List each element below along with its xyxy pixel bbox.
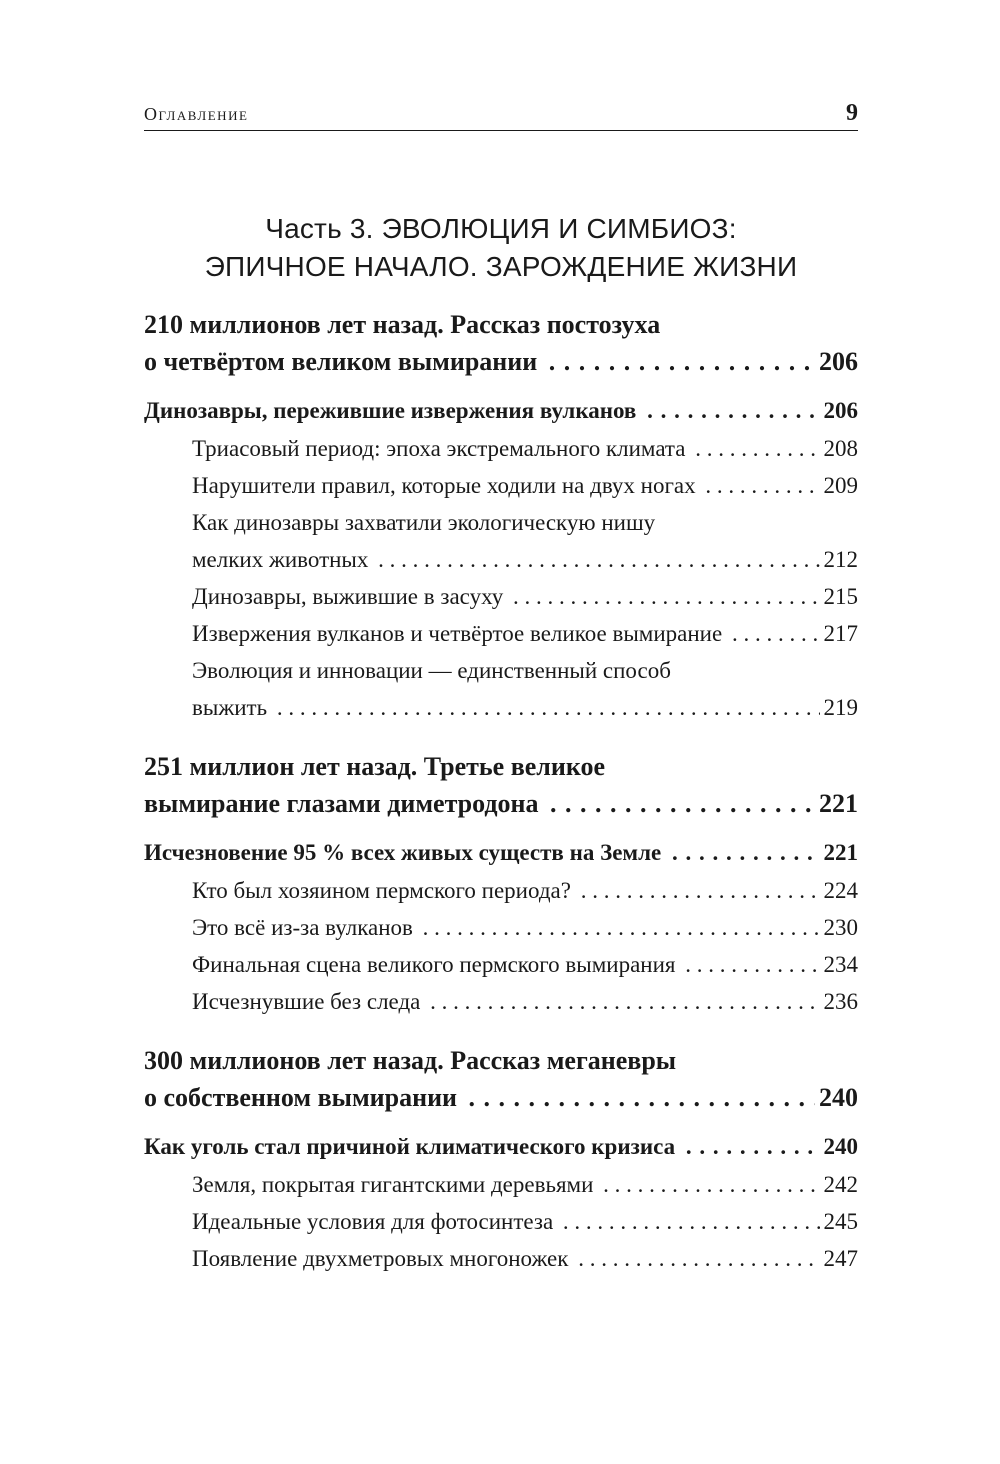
toc-group	[144, 748, 858, 1020]
toc-group	[144, 306, 858, 726]
leader-dots	[700, 467, 820, 504]
leader-dots	[640, 392, 819, 430]
toc-item-page: 230	[823, 915, 858, 940]
toc-subsection-title: Динозавры, пережившие извержения вулканов	[144, 398, 637, 423]
leader-dots	[679, 1128, 819, 1166]
toc-section-title-line-2: о собственном вымирании	[144, 1083, 458, 1112]
toc-item-title: Триасовый период: эпоха экстремального климата	[192, 436, 686, 461]
toc-item-title-line-1: Эволюция и инновации — единственный способ	[192, 658, 671, 683]
leader-dots	[417, 909, 820, 946]
toc-item-title: Нарушители правил, которые ходили на двух ногах	[192, 473, 696, 498]
toc-item-title-line-1: Как динозавры захватили экологическую нишу	[192, 510, 656, 535]
toc-item-page: 217	[823, 621, 858, 646]
toc-item-title: Земля, покрытая гигантскими деревьями	[192, 1172, 594, 1197]
toc-item-page: 234	[823, 952, 858, 977]
toc-item[interactable]	[144, 872, 858, 909]
toc-group	[144, 1042, 858, 1277]
leader-dots	[726, 615, 819, 652]
leader-dots	[543, 785, 815, 822]
page-header	[144, 100, 858, 131]
toc-item[interactable]	[144, 1203, 858, 1240]
toc-item-page: 236	[823, 989, 858, 1014]
leader-dots	[541, 343, 815, 380]
leader-dots	[424, 983, 819, 1020]
toc-section-title-line-1: 300 миллионов лет назад. Рассказ меганевры	[144, 1046, 677, 1075]
toc-section-title-line-2: вымирание глазами диметродона	[144, 789, 539, 818]
leader-dots	[557, 1203, 819, 1240]
toc-section-page: 206	[819, 347, 858, 376]
toc-item-page: 209	[823, 473, 858, 498]
leader-dots	[461, 1079, 815, 1116]
toc-item-page: 215	[823, 584, 858, 609]
toc-section[interactable]	[144, 748, 858, 822]
toc-item-title: выжить	[192, 695, 268, 720]
leader-dots	[271, 689, 819, 726]
toc-item[interactable]	[144, 578, 858, 615]
part-title-line-1: Часть 3. ЭВОЛЮЦИЯ И СИМБИОЗ:	[265, 213, 737, 244]
toc-item-title: Кто был хозяином пермского периода?	[192, 878, 571, 903]
leader-dots	[575, 872, 820, 909]
toc-section-title-line-1: 210 миллионов лет назад. Рассказ постозуха	[144, 310, 661, 339]
toc-subsection[interactable]	[144, 834, 858, 872]
toc-item[interactable]	[144, 909, 858, 946]
toc-section[interactable]	[144, 306, 858, 380]
toc-subsection-page: 206	[823, 398, 858, 423]
toc-item-page: 245	[823, 1209, 858, 1234]
toc-item[interactable]	[144, 430, 858, 467]
table-of-contents	[144, 306, 858, 1299]
toc-item-page: 247	[823, 1246, 858, 1271]
toc-subsection[interactable]	[144, 392, 858, 430]
toc-item[interactable]	[144, 1240, 858, 1277]
toc-subsection[interactable]	[144, 1128, 858, 1166]
toc-item-title: Извержения вулканов и четвёртое великое вымирание	[192, 621, 723, 646]
leader-dots	[689, 430, 819, 467]
leader-dots	[679, 946, 819, 983]
part-title-line-2: ЭПИЧНОЕ НАЧАЛО. ЗАРОЖДЕНИЕ ЖИЗНИ	[204, 251, 798, 282]
part-title	[144, 210, 858, 286]
toc-section-page: 221	[819, 789, 858, 818]
toc-item-title: Идеальные условия для фотосинтеза	[192, 1209, 554, 1234]
toc-item[interactable]	[144, 652, 858, 726]
toc-section-title-line-1: 251 миллион лет назад. Третье великое	[144, 752, 606, 781]
toc-item[interactable]	[144, 467, 858, 504]
toc-item-page: 219	[823, 695, 858, 720]
toc-item-page: 208	[823, 436, 858, 461]
toc-item[interactable]	[144, 983, 858, 1020]
toc-section-page: 240	[819, 1083, 858, 1112]
toc-item-title: Финальная сцена великого пермского вымирания	[192, 952, 676, 977]
leader-dots	[507, 578, 819, 615]
leader-dots	[572, 1240, 819, 1277]
leader-dots	[665, 834, 819, 872]
toc-subsection-title: Исчезновение 95 % всех живых существ на Земле	[144, 840, 662, 865]
toc-section[interactable]	[144, 1042, 858, 1116]
toc-item-page: 212	[823, 547, 858, 572]
leader-dots	[372, 541, 819, 578]
page-number: 9	[846, 100, 858, 126]
toc-subsection-title: Как уголь стал причиной климатического кризиса	[144, 1134, 676, 1159]
toc-item-title: Появление двухметровых многоножек	[192, 1246, 569, 1271]
toc-item-title: Исчезнувшие без следа	[192, 989, 421, 1014]
toc-subsection-page: 240	[823, 1134, 858, 1159]
toc-subsection-page: 221	[823, 840, 858, 865]
toc-item[interactable]	[144, 615, 858, 652]
toc-item[interactable]	[144, 1166, 858, 1203]
toc-item-page: 242	[823, 1172, 858, 1197]
toc-item-page: 224	[823, 878, 858, 903]
toc-item-title: Это всё из-за вулканов	[192, 915, 413, 940]
leader-dots	[597, 1166, 819, 1203]
toc-item[interactable]	[144, 946, 858, 983]
toc-item-title: мелких животных	[192, 547, 369, 572]
toc-section-title-line-2: о четвёртом великом вымирании	[144, 347, 538, 376]
toc-item-title: Динозавры, выжившие в засуху	[192, 584, 504, 609]
running-head: Оглавление	[144, 104, 249, 124]
toc-item[interactable]	[144, 504, 858, 578]
